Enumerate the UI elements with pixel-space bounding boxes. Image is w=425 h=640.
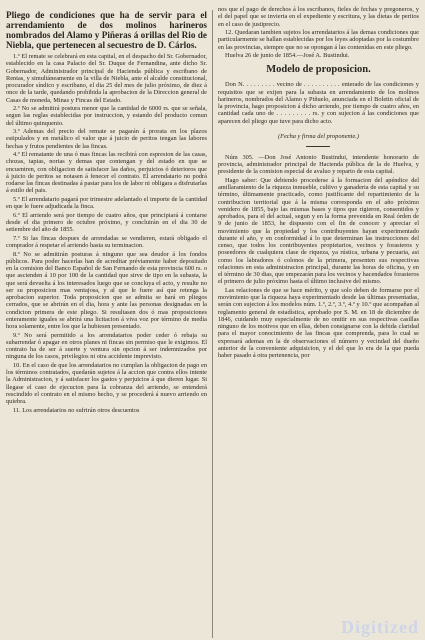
clause-9: 9.º No será permitido a los arrendatarios poder ceder ó rebaja su subarrendar ó apagar en otros planes ni fincas sin permiso que le exigimos. El contrato ha de ser á suerte y ventura sin opcion á ser indemnizados por ninguna de los casos, privilegios ni otra accidente imprevisto.	[6, 331, 207, 361]
digitization-watermark: Digitized	[341, 617, 419, 637]
model-title: Modelo de proposicion.	[266, 64, 371, 76]
clause-2: 2.º No se admitirá postura menor que la cantidad de 6000 rs. que se señala, segun las reglas establecidas por instruccion, y estando del producto comun del último quinquenio.	[6, 105, 207, 127]
column-container	[6, 6, 419, 636]
proponent-caption: (Fecha y firma del proponente.)	[277, 132, 359, 140]
clause-5: 5.º El arrendatario pagará por trimestre adelantado el importe de la cantidad en que le fuere adjudicada la finca.	[6, 195, 207, 211]
column-divider	[212, 10, 213, 638]
notice-body-2: Las relaciones de que se hace mérito, y que solo deben de formarse por el movimiento que la riqueza haya experimentado desde las últimas presentadas, serán con sujecion á los modelos núm. 1.º, 2.º, 3.º, 4.º y 10.º que acompañan al reglamento general de estadística, aprobado por S. M. en 18 de diciembre de 1846, cuidando muy especialmente de no omitir en sus respectivas casillas ninguno de los motivos que en ellas, deben consignarse con la debida claridad para el mayor conocimiento de las fincas que comprenda, para lo cual se expresará ademas en la de observaciones el número y vecindad del dueño anterior de la conveniente adquisicion, y el del que lo era de la que pueda haber pasado á otra pertenencia, por	[217, 286, 419, 360]
signature-line: Huelva 26 de junio de 1854.—José A. Bustindui.	[224, 52, 350, 60]
clause-6: 6.º El arriendo será por tiempo de cuatro años, que principiará á contarse desde el dia primero de octubre próximo, y concluirán en el dia 30 de setiembre del año de 1855.	[6, 211, 207, 234]
model-proposal-text: Don N. . . . . . . . . vecino de . . . . . . . . . . enterado de las condiciones y requisitos que se exijen para la subasta en arrendamiento de los molinos harineros, nombrados del Alamo y Piñuelo, anunciada en el Boletin oficial de la provincia, hago proposicion á dicho arriendo, por tiempo de cuatro años, en cantidad cada uno de . . . . . . . . . rs. y con sujecion á las condiciones que aparecen del pliego que tuve para dicho acto.	[217, 81, 419, 125]
clause-10: 10. En el caso de que los arrendatarios no cumplan la obligacion de pago en los términos contratados, quedarán sujetos á la accion que contra ellos intente la Administracion, y á satisfacer los gastos y perjuicios á que dieren lugar. Si llegase el caso de ejecucion para la cobranza del arriendo, se entenderá rescindido el contrato en el mismo hecho, y se procederá á nuevo arriendo en quiebra.	[6, 361, 207, 406]
clause-8: 8.º No se admitirán posturas á ninguno que sea deudor á los fondos públicos. Para poder hacerlas han de acreditar préviamente haber depositado en la comision del Banco Español de San Fernando de esta provincia 600 rs. o que ascienden á 10 por 100 de la cantidad que sirve de tipo en la subasta, la que será devuelta á los interesados luego que se concluya el acto, y resulte no ser su proposicion mas ventajosa, y al que le fuere así que retenga la aprobacion superior. Toda proposicion que se admita se hará en pliegos cerrados, que se abrirán en el dia, hora y ante las personas designadas en la condicion primera de este pliego. Si resultasen dos ó mas proposiciones enteramente iguales se abrirá una licitacion á viva voz por término de media hora solamente, entre los que la hubiesen presentado.	[6, 250, 207, 331]
headline: Pliego de condiciones que ha de servir para el arrendamiento de dos molinos harineros nombrados del Alamo y Piñeras á orillas del Rio de Niebla, que pertenecen al secuestro de D. Cárlos.	[6, 10, 207, 50]
clause-1: 1.º El remate se celebrará en esta capital, en el despacho del Sr. Gobernador, establecido en la casa Palacio del Sr. Duque de Fernandina, ante dicho Sr. Gobernador, Administrador principal de Hacienda pública y escribano de Rentas, y simultáneamente en la villa de Niebla, ante el alcalde constitucional, procurador síndico y escribano, el dia 25 del mes de julio próximo, de diez á once de la tarde, quedando prohibida la aprobacion de la Direccion general de Casas de moneda, Minas y Fincas del Estado.	[6, 53, 207, 104]
right-column	[218, 6, 419, 636]
clause-12: 12. Quedaran tambien sujetos los arrendatarios á las demas condiciones que particularmente se hallan establecidas por los leyes adoptadas por la costumbre en las provincias, siempre que no se opongan á las contenidas en este pliego.	[217, 29, 419, 51]
clause-7: 7.º Si las fincas despues de arrendadas se vendieren, estará obligado el comprador á respetar el arriendo hasta su terminacion.	[6, 234, 207, 250]
clause-11: 11. Los arrendatarios no sufrirán otros descuentos	[13, 406, 140, 414]
notice-header: Núm 305. —Don José Antonio Bustindui, intendente honorario de provincia, administrador principal de Hacienda pública de la de Huelva, y presidente de la comision especial de avaluo y reparto de esta capital.	[217, 153, 419, 176]
section-divider	[306, 146, 330, 147]
clause-4: 4.º El rematante de una ó mas fincas las recibirá con espresion de las casas, chozas, tapias, norias y demas que contengan y del estado en que se encuentren, con obligacion de satisfacer las daños, perjuicios ó deterioros que á juicio de peritos se notasen á fenecer el contrato. El arrendatario no podrá rodarse las fincas destinadas á pastar para los de labor ni obligara a disfrutarlas á estilo del pais.	[6, 151, 207, 195]
notice-body-1: Hago saber: Que debiendo procederse á la formacion del apéndice del amillaramiento de la riqueza inmueble, cultivo y ganaderia de esta capital y su término, últimamente practicado, como justificante del repartimiento de la contribucion territorial que á la misma corresponda en el año próximo venidero de 1855, bajo las mismas bases y tipos que rigieron, consentidos y aprobados, para el del actual, segun y en la forma prevenida en Real órden de 9 de junio de 1853, he dispuesto con el fin de conocer y apreciar el movimiento que la propiedad y los contribuyentes hayan experimentado durante el año, y en conformidad á lo que determinan las instrucciones del censo, que todos los contribuyentes propietarios, vecinos y forasteros y poseedores de cualquiera clase de riqueza, ya rústica, urbana y pecuaria, asi como los labradores ó colonos de la primera, presenten sus respectivas relaciones en esta administracion principal, durante las horas de oficina, y en el término de 30 dias, que empezarán para los vecinos y hacendados forasteros el primero de julio próximo hasta el último inclusive del mismo.	[217, 176, 419, 286]
clause-3: 3.º Ademas del precio del remate se pagarán á prorata en los plazos estipulados y en metálico el valor que á juicio de peritos tengan las labores hechas y frutos pendientes de las fincas.	[6, 128, 207, 150]
left-column	[6, 6, 207, 636]
continued-text: nos que el pago de derechos á los escribanos, fieles de fechas y pregoneros, y el del papel que se invierta en el expediente y escritura, y las dietas de peritos en el caso de justiprecio.	[217, 6, 419, 28]
